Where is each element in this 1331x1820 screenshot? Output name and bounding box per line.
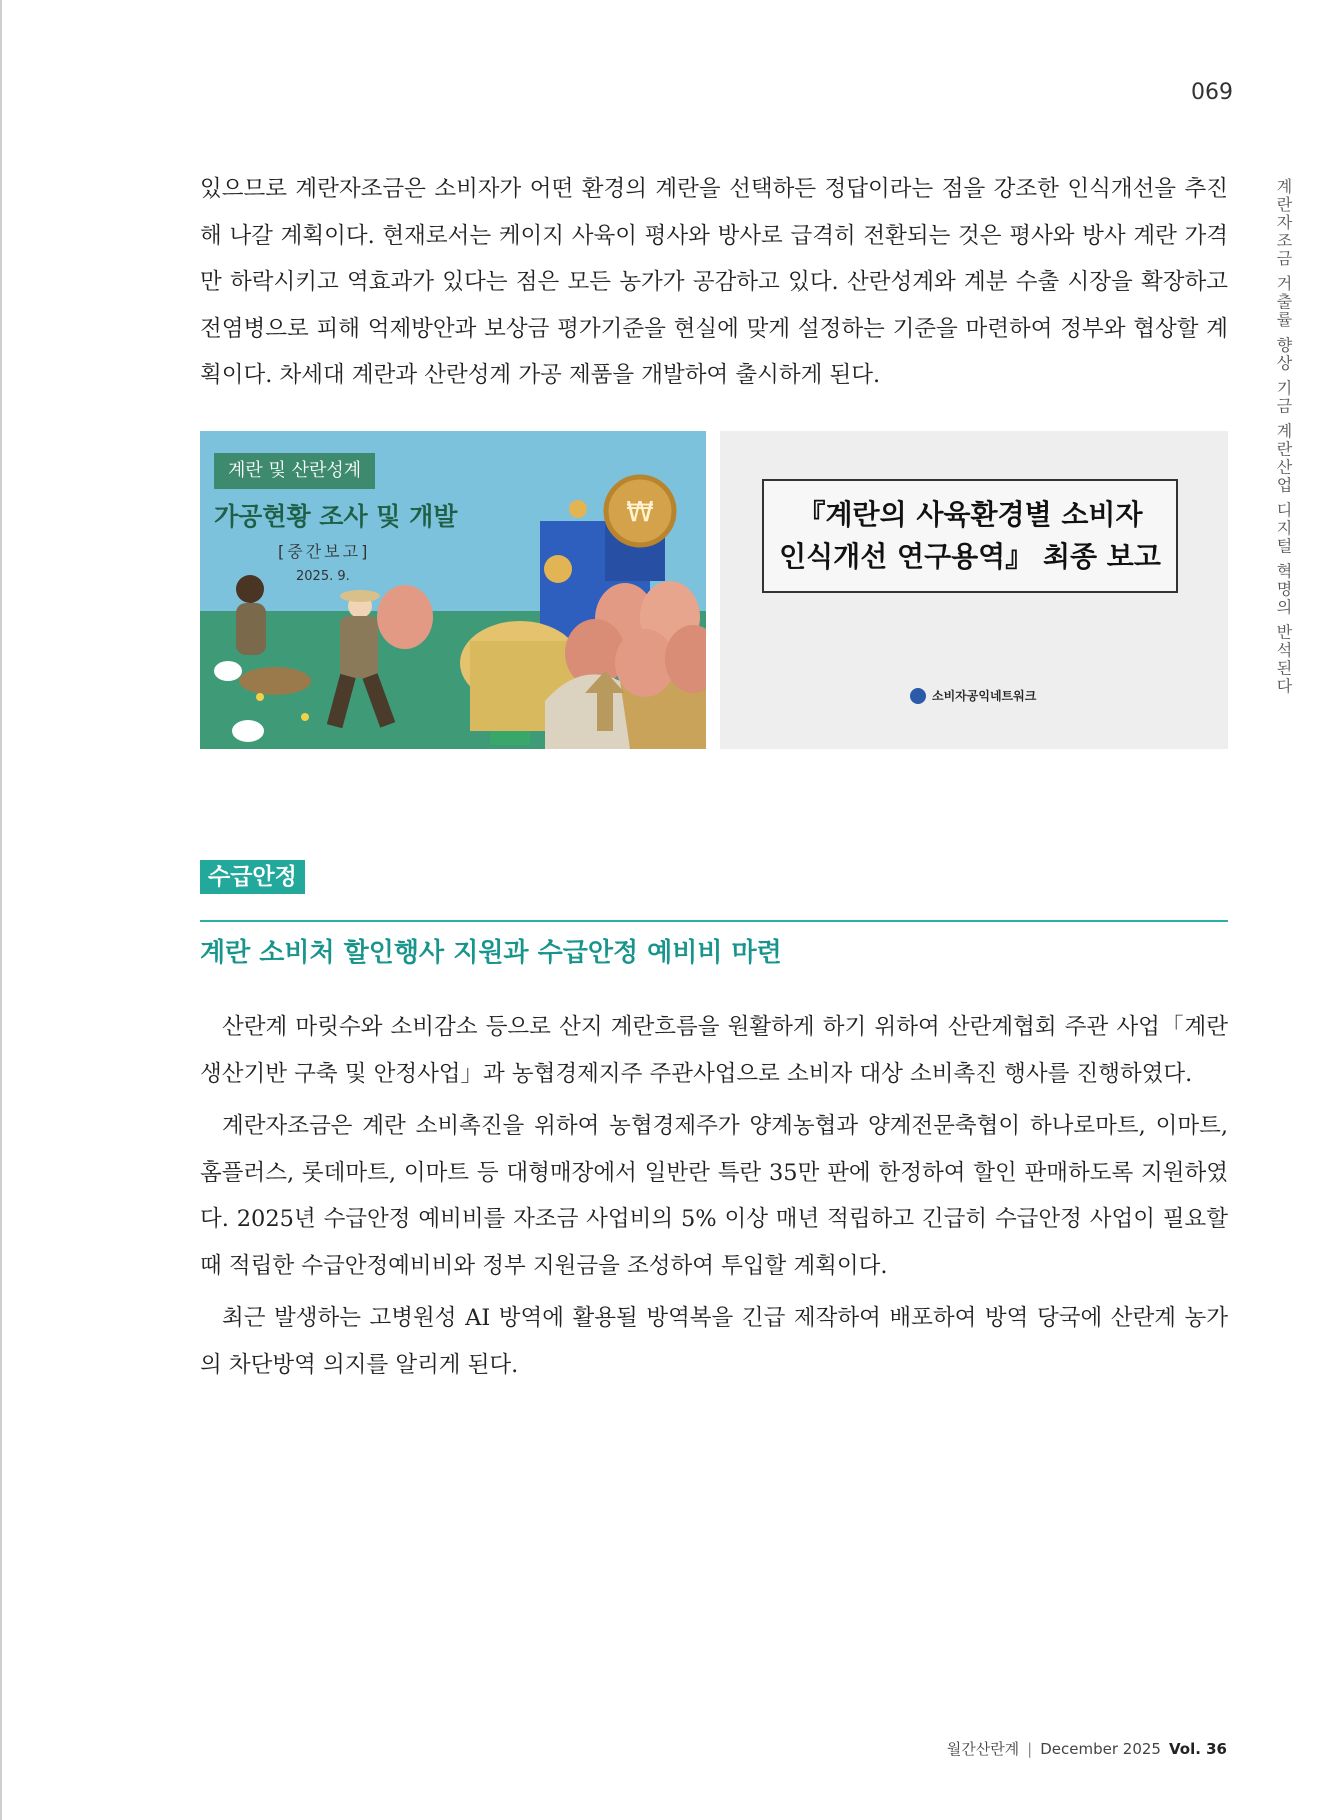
final-report-photo — [720, 431, 1228, 749]
report-title-box — [762, 479, 1178, 593]
side-running-title: 계란자조금 거출률 향상 기금 계란산업 디지털 혁명의 반석된다 — [1274, 178, 1293, 696]
footer-volume: Vol. 36 — [1168, 1740, 1227, 1758]
page-number: 069 — [1191, 80, 1233, 105]
section-body — [200, 1004, 1228, 1394]
intro-paragraph: 있으므로 계란자조금은 소비자가 어떤 환경의 계란을 선택하든 정답이라는 점을 강조한 인식개선을 추진해 나갈 계획이다. 현재로서는 케이지 사육이 평사와 방사로 급격히 전환되는 것은 평사와 방사 계란 가격만 하락시키고 역효과가 있다는 점은 모든 농가가 공감하고 있다. 산란성계와 계분 수출 시장을 확장하고 전염병으로 피해 억제방안과 보상금 평가기준을 현실에 맞게 설정하는 기준을 마련하여 정부와 협상할 계획이다. 차세대 계란과 산란성계 가공 제품을 개발하여 출시하게 된다. — [200, 176, 1228, 388]
section-paragraph-3: 최근 발생하는 고병원성 AI 방역에 활용될 방역복을 긴급 제작하여 배포하여 방역 당국에 산란계 농가의 차단방역 의지를 알리게 된다. — [200, 1305, 1228, 1378]
cover-title: 가공현황 조사 및 개발 — [214, 502, 458, 531]
footer-separator: | — [1027, 1740, 1033, 1758]
report-title-line-2: 인식개선 연구용역』 최종 보고 — [779, 540, 1161, 573]
page-edge — [0, 0, 2, 1820]
photo-row — [200, 431, 1228, 749]
org-name: 소비자공익네트워크 — [932, 689, 1037, 703]
footer-issue: December 2025 — [1040, 1740, 1161, 1758]
report-cover-illustration — [200, 431, 706, 749]
cover-subtitle: [중간보고] — [278, 542, 371, 561]
cover-badge: 계란 및 산란성계 — [214, 453, 375, 489]
section-heading: 계란 소비처 할인행사 지원과 수급안정 예비비 마련 — [200, 938, 782, 968]
section-paragraph-2: 계란자조금은 계란 소비촉진을 위하여 농협경제주가 양계농협과 양계전문축협이 하나로마트, 이마트, 홈플러스, 롯데마트, 이마트 등 대형매장에서 일반란 특란 35만 판에 한정하여 할인 판매하도록 지원하였다. 2025년 수급안정 예비비를 자조금 사업비의 5% 이상 매년 적립하고 긴급히 수급안정 사업이 필요할 때 적립한 수급안정예비비와 정부 지원금을 조성하여 투입할 계획이다. — [200, 1113, 1228, 1279]
svg-text:₩: ₩ — [626, 495, 654, 528]
org-logo-icon — [910, 688, 926, 704]
report-title-line-1: 『계란의 사육환경별 소비자 — [797, 498, 1143, 531]
section-paragraph-1: 산란계 마릿수와 소비감소 등으로 산지 계란흐름을 원활하게 하기 위하여 산란계협회 주관 사업「계란 생산기반 구축 및 안정사업」과 농협경제지주 주관사업으로 소비자 대상 소비촉진 행사를 진행하였다. — [200, 1014, 1228, 1087]
page-footer — [947, 1738, 1227, 1759]
footer-magazine: 월간산란계 — [946, 1740, 1020, 1758]
cover-date: 2025. 9. — [296, 569, 350, 584]
section-tag: 수급안정 — [200, 860, 305, 894]
org-logo — [910, 687, 1036, 704]
section-divider — [200, 920, 1228, 922]
